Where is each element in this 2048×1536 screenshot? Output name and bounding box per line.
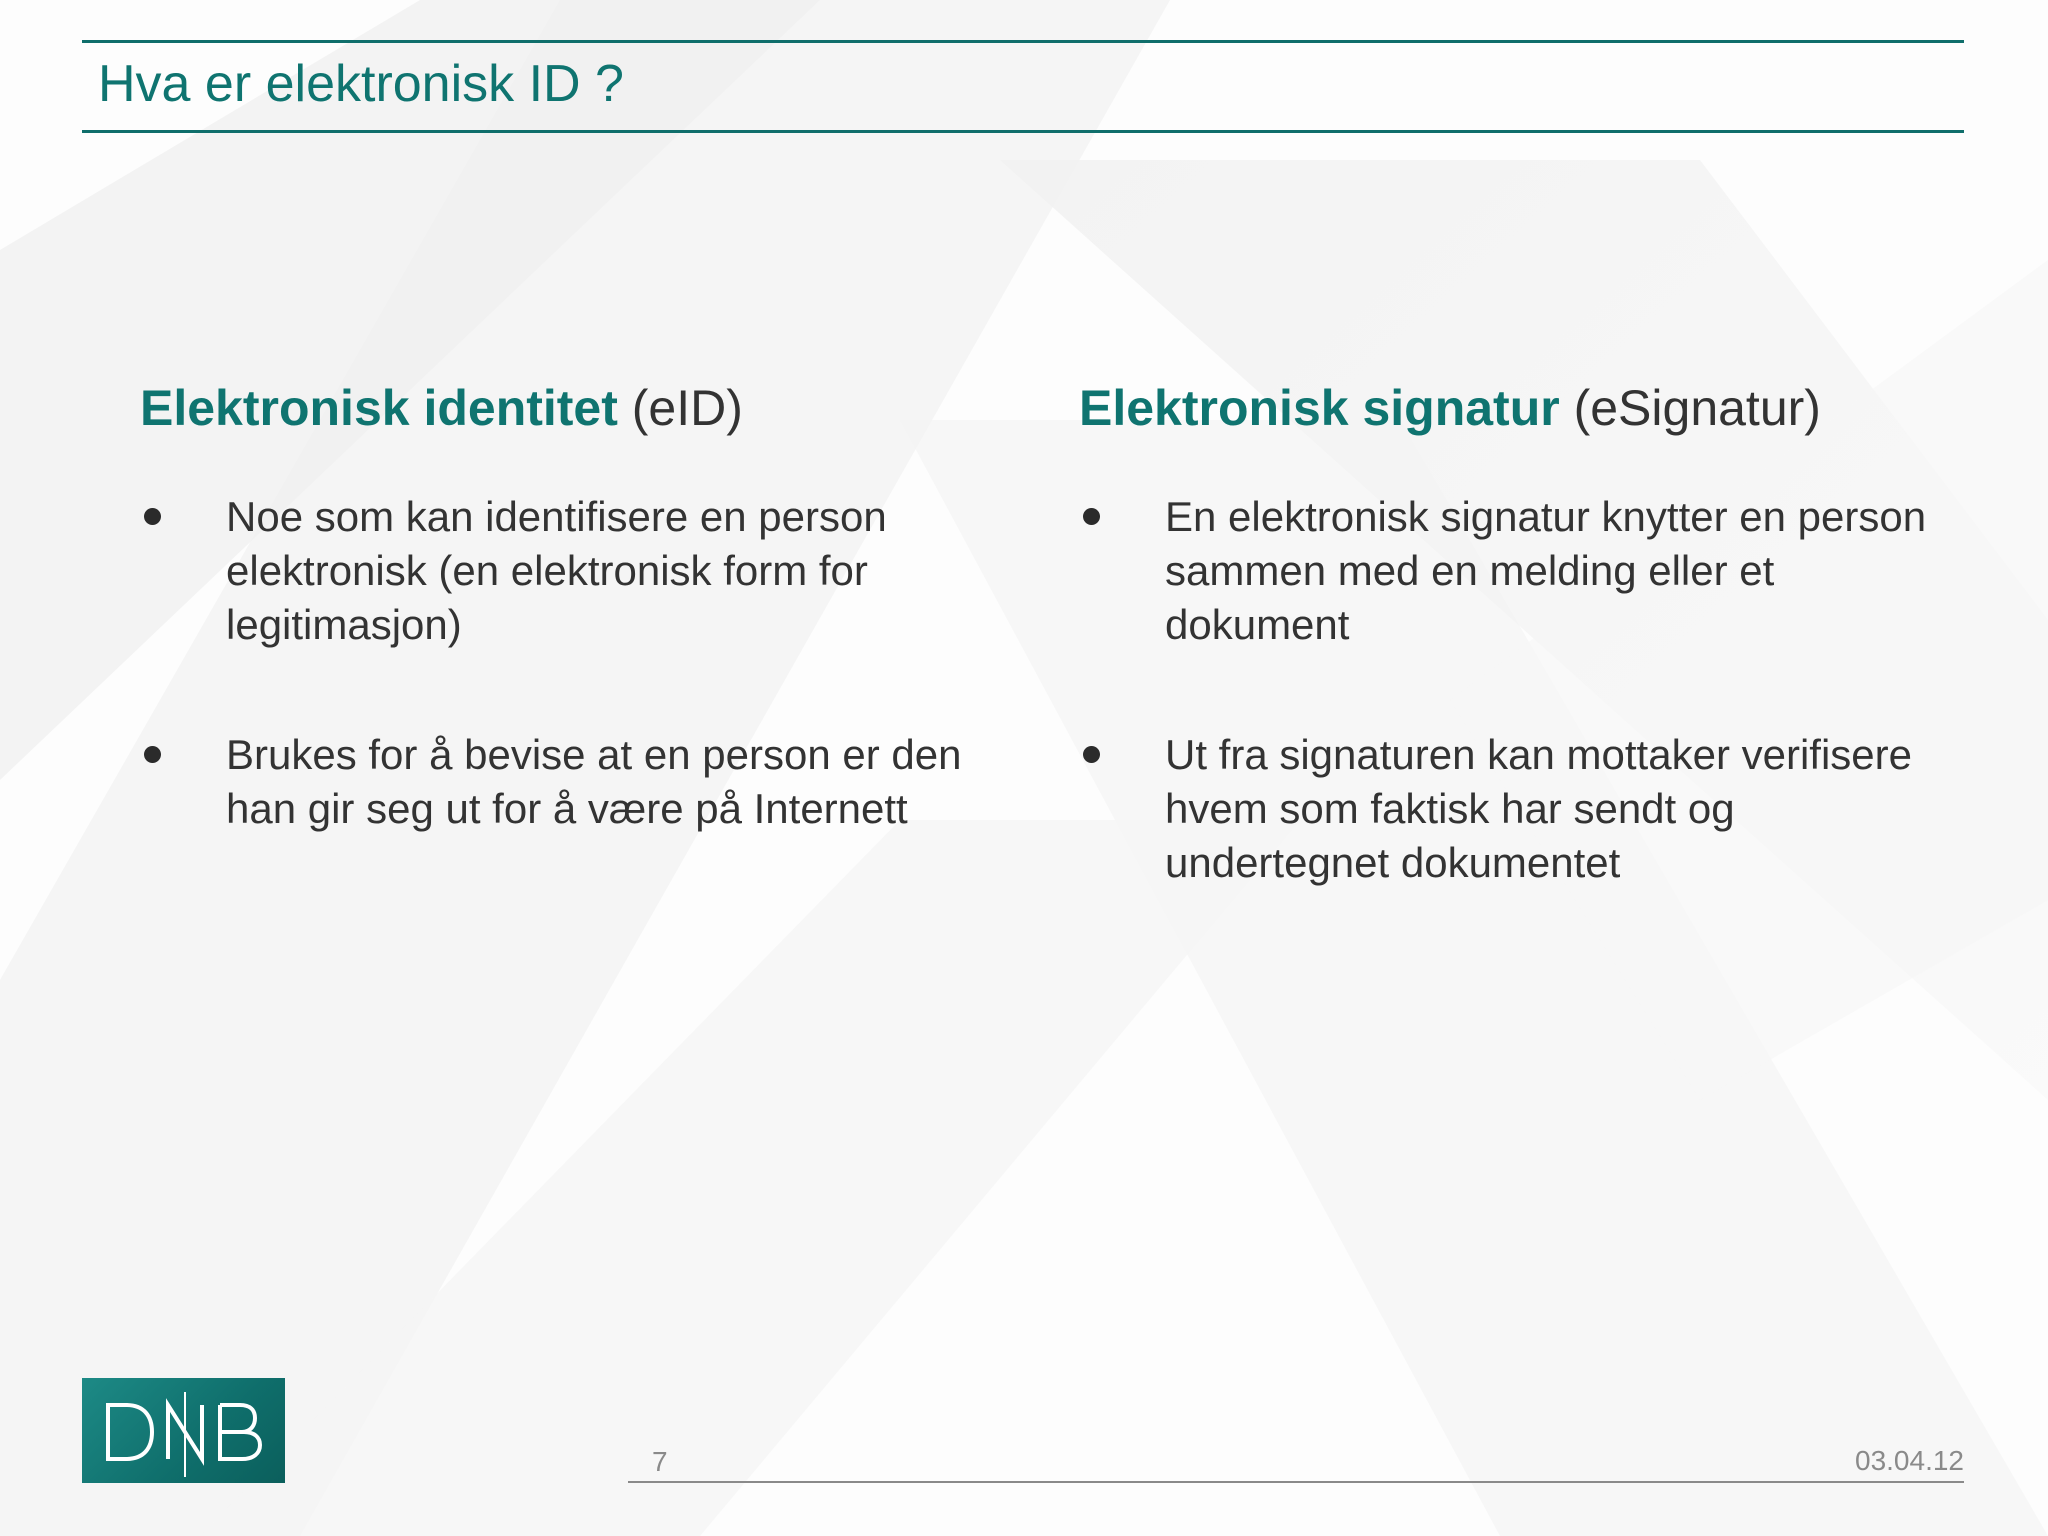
right-column	[1079, 378, 1959, 966]
bullet-text: Ut fra signaturen kan mottaker verifisere hvem som faktisk har sendt og undertegnet dokumentet	[1165, 731, 1912, 886]
footer-rule	[628, 1481, 1964, 1483]
left-column-heading	[140, 378, 1020, 438]
bullet-text: Brukes for å bevise at en person er den han gir seg ut for å være på Internett	[226, 731, 962, 832]
bullet-item	[140, 490, 1020, 652]
bullet-item	[1079, 490, 1959, 652]
right-heading-paren: (eSignatur)	[1559, 380, 1821, 436]
footer-date: 03.04.12	[1855, 1445, 1964, 1476]
bullet-text: En elektronisk signatur knytter en person sammen med en melding eller et dokument	[1165, 493, 1927, 648]
right-column-heading	[1079, 378, 1959, 438]
title-bottom-rule	[82, 130, 1964, 133]
bullet-dot-icon	[1083, 746, 1100, 763]
bullet-item	[140, 728, 1020, 836]
bullet-dot-icon	[144, 508, 161, 525]
page-number: 7	[652, 1446, 668, 1477]
slide-title: Hva er elektronisk ID ?	[98, 55, 624, 113]
left-column	[140, 378, 1020, 912]
dnb-logo-icon	[82, 1378, 285, 1483]
bullet-text: Noe som kan identifisere en person elektronisk (en elektronisk form for legitimasjon)	[226, 493, 887, 648]
title-top-rule	[82, 40, 1964, 43]
bullet-dot-icon	[144, 746, 161, 763]
left-heading-strong: Elektronisk identitet	[140, 380, 618, 436]
bullet-item	[1079, 728, 1959, 890]
right-heading-strong: Elektronisk signatur	[1079, 380, 1560, 436]
left-heading-paren: (eID)	[617, 380, 743, 436]
bullet-dot-icon	[1083, 508, 1100, 525]
